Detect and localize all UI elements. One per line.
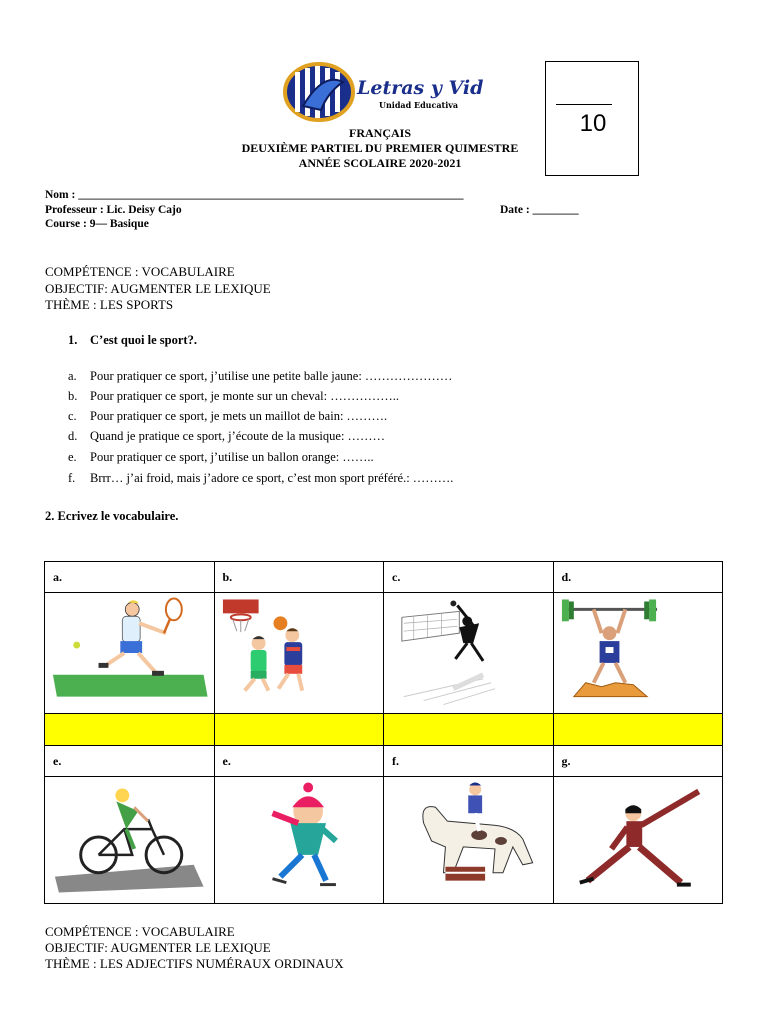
cell-label: b. <box>214 562 384 593</box>
answer-cell[interactable] <box>45 714 215 746</box>
answer-cell[interactable] <box>214 714 384 746</box>
volleyball-image <box>384 593 554 714</box>
item-text: Pour pratiquer ce sport, je mets un maillot de bain: ………. <box>90 409 388 423</box>
objective-heading-2: OBJECTIF: AUGMENTER LE LEXIQUE <box>45 940 271 955</box>
cell-label: e. <box>45 746 215 777</box>
item-letter: d. <box>68 429 78 443</box>
header-subject: FRANÇAIS <box>348 126 411 140</box>
weightlifting-image <box>553 593 723 714</box>
score-total: 10 <box>579 110 607 137</box>
basketball-image <box>214 593 384 714</box>
school-logo <box>283 62 483 122</box>
item-text: Pour pratiquer ce sport, j’utilise un ballon orange: …….. <box>90 450 374 464</box>
dancing-image <box>553 777 723 904</box>
course-line: Course : 9— Basique <box>45 218 149 230</box>
header-school-year: ANNÉE SCOLAIRE 2020-2021 <box>298 156 462 170</box>
answer-cell[interactable] <box>553 714 723 746</box>
item-letter: e. <box>68 450 77 464</box>
cell-label: g. <box>553 746 723 777</box>
competence-heading: COMPÉTENCE : VOCABULAIRE <box>45 264 235 279</box>
item-letter: a. <box>68 369 77 383</box>
item-letter: c. <box>68 409 77 423</box>
vocabulary-grid <box>44 561 723 904</box>
objective-heading: OBJECTIF: AUGMENTER LE LEXIQUE <box>45 281 271 296</box>
question-number: 1. <box>68 333 78 347</box>
horse-riding-image <box>384 777 554 904</box>
score-blank-line <box>556 104 612 105</box>
logo-subtitle: Unidad Educativa <box>379 100 459 110</box>
item-text: Pour pratiquer ce sport, j’utilise une petite balle jaune: ………………… <box>90 369 453 383</box>
professor-line: Professeur : Lic. Deisy Cajo <box>45 204 182 216</box>
item-text: Quand je pratique ce sport, j’écoute de la musique: ……… <box>90 429 386 443</box>
item-text: Pour pratiquer ce sport, je monte sur un cheval: …………….. <box>90 389 399 403</box>
logo-name: Letras y Vida <box>357 77 483 99</box>
cell-label: e. <box>214 746 384 777</box>
cell-label: c. <box>384 562 554 593</box>
name-field: Nom : ___________________________________________________________________ <box>45 189 464 201</box>
theme-heading-2: THÈME : LES ADJECTIFS NUMÉRAUX ORDINAUX <box>45 956 344 971</box>
cell-label: a. <box>45 562 215 593</box>
answer-cell[interactable] <box>384 714 554 746</box>
question2-title: 2. Ecrivez le vocabulaire. <box>45 509 179 523</box>
competence-heading-2: COMPÉTENCE : VOCABULAIRE <box>45 924 235 939</box>
ice-skating-image <box>214 777 384 904</box>
item-text: Brrr… j’ai froid, mais j’adore ce sport, c’est mon sport préféré.: ………. <box>90 471 454 485</box>
header-partial: DEUXIÈME PARTIEL DU PREMIER QUIMESTRE <box>241 141 519 155</box>
cell-label: f. <box>384 746 554 777</box>
item-letter: f. <box>68 471 76 485</box>
date-field: Date : ________ <box>500 204 579 216</box>
theme-heading: THÈME : LES SPORTS <box>45 297 174 312</box>
tennis-image <box>45 593 215 714</box>
item-letter: b. <box>68 389 78 403</box>
question-title: C’est quoi le sport?. <box>90 333 197 347</box>
cycling-image <box>45 777 215 904</box>
cell-label: d. <box>553 562 723 593</box>
